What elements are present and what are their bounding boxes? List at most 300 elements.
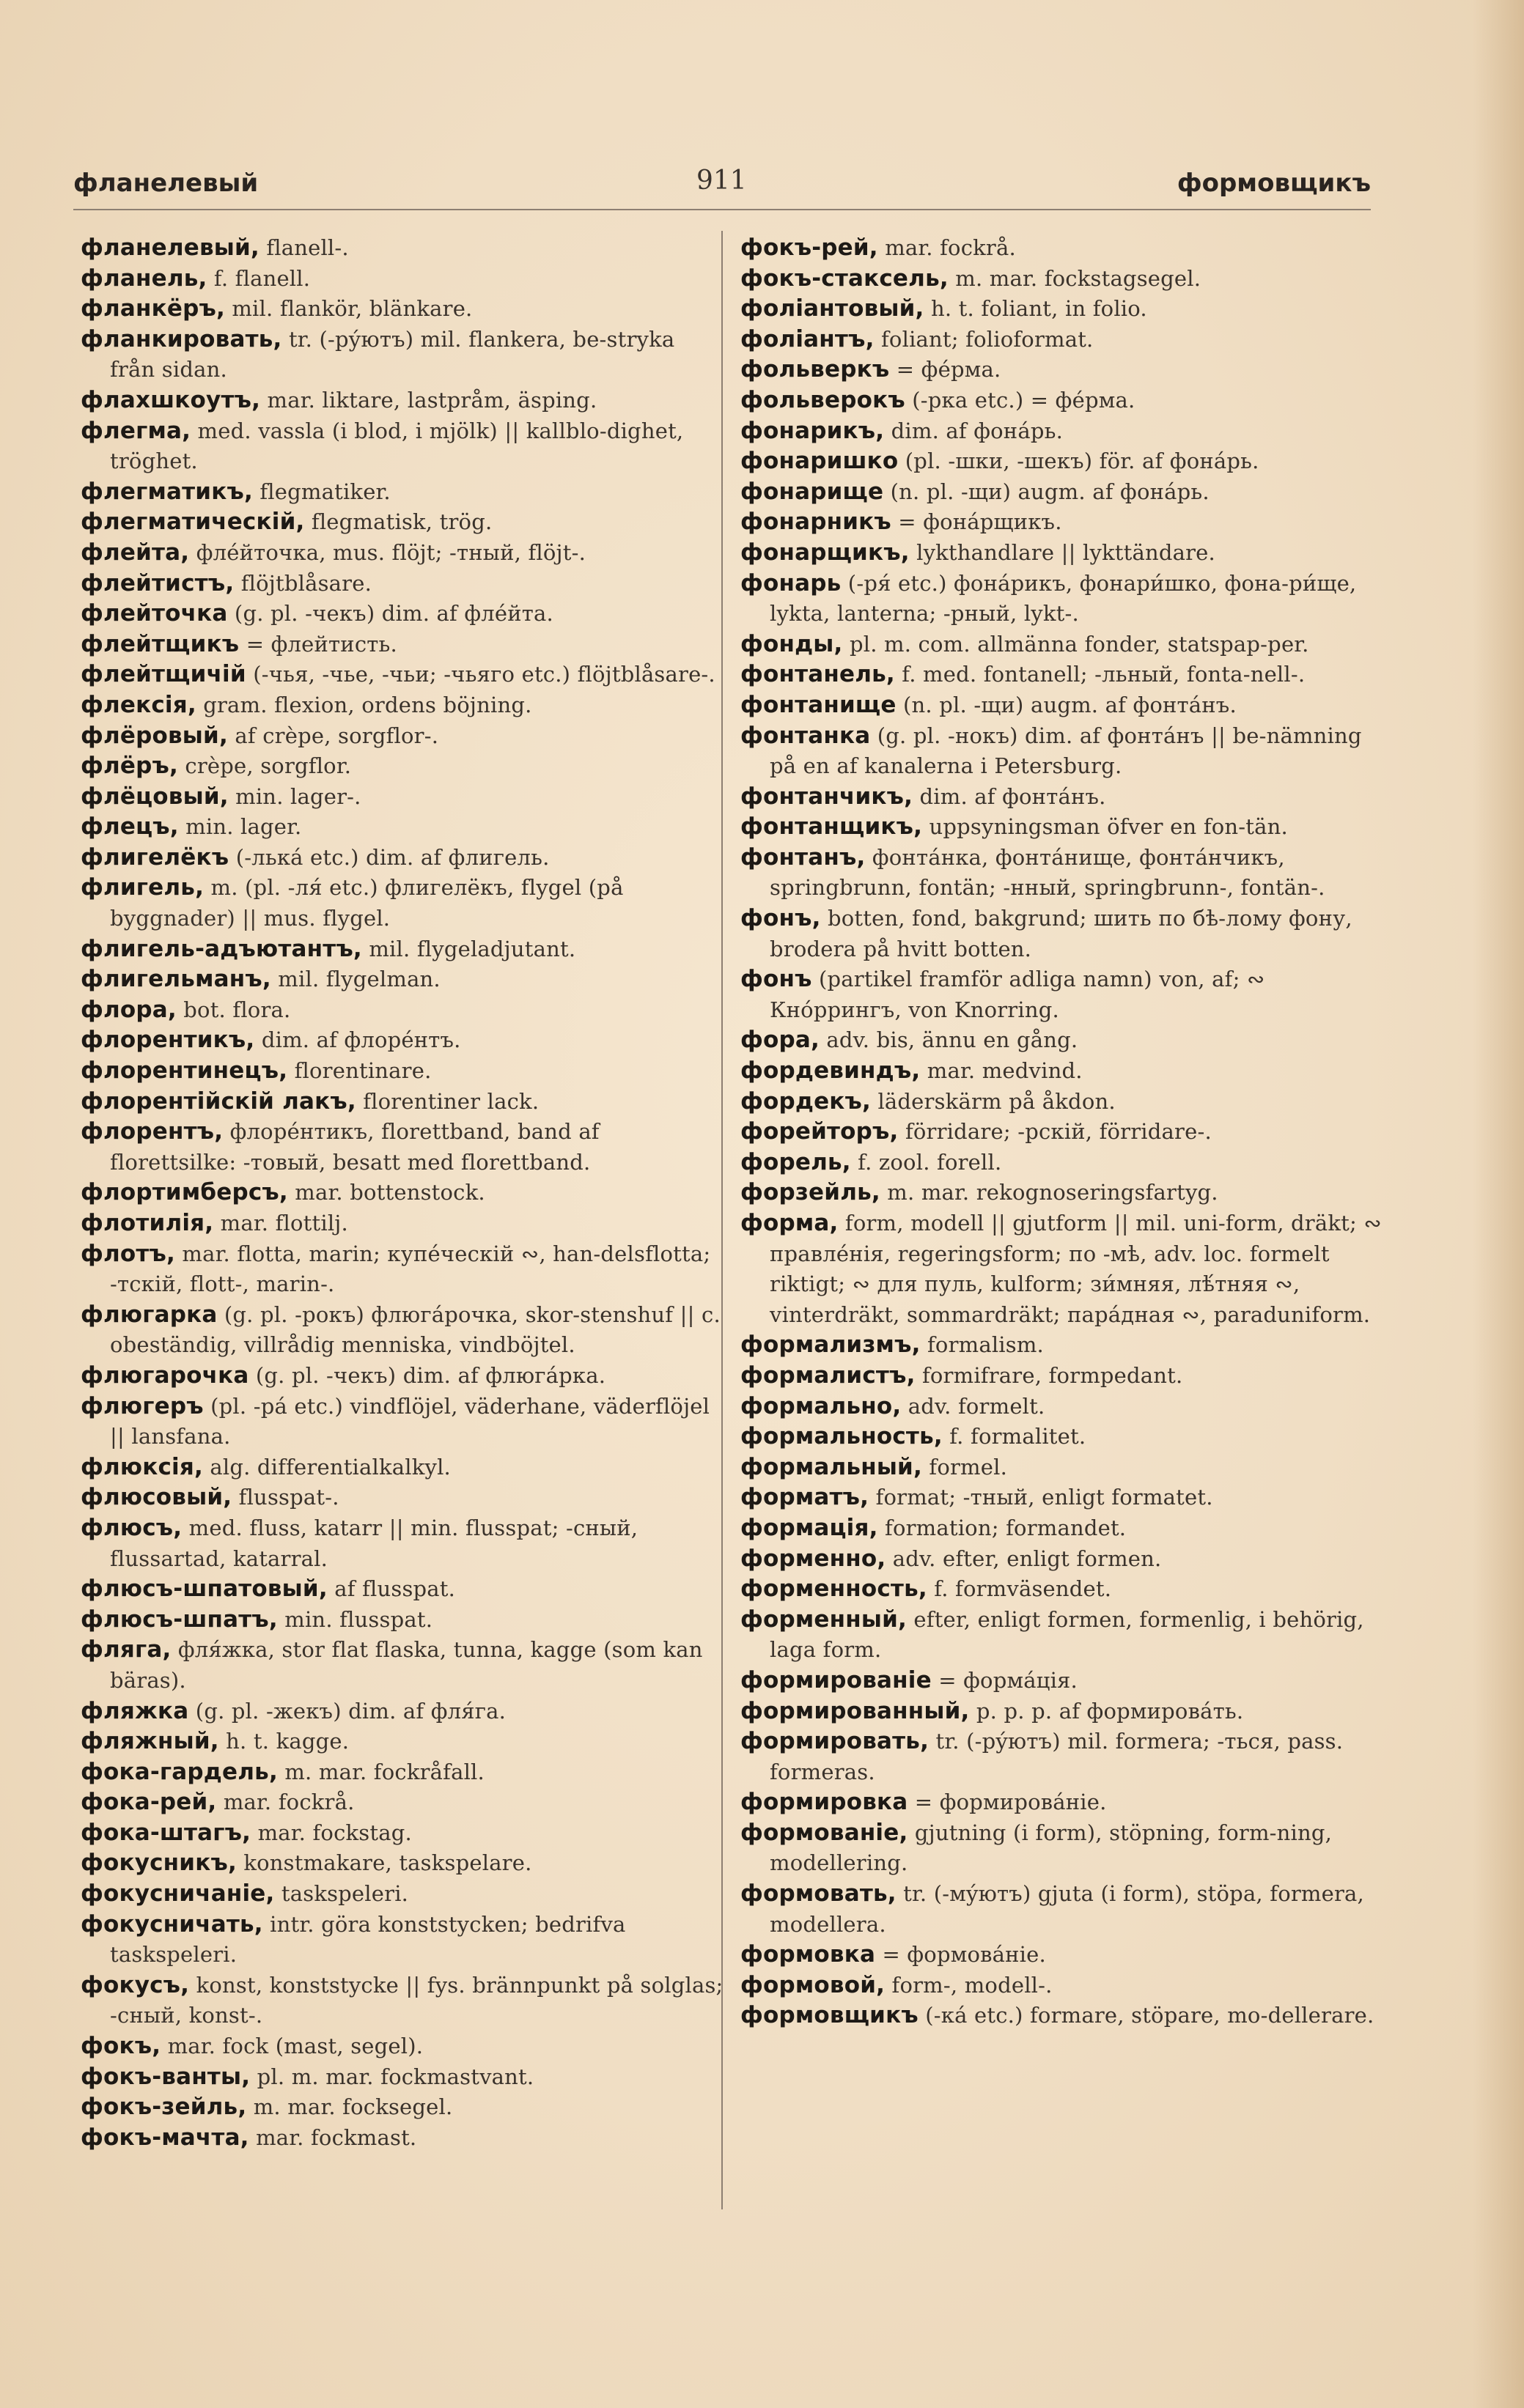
entry-headword: фонарникъ <box>740 509 891 536</box>
dictionary-entry <box>81 995 726 1026</box>
entry-headword: форзейль, <box>740 1179 880 1206</box>
dictionary-entry <box>81 1117 726 1178</box>
entry-headword: фокъ-ванты, <box>81 2063 251 2090</box>
entry-headword: формація, <box>740 1514 878 1541</box>
entry-headword: фордекъ, <box>740 1087 872 1115</box>
entry-definition: (g. pl. -чекъ) dim. af флéйта. <box>227 601 553 627</box>
entry-definition: m. mar. rekognoseringsfartyg. <box>880 1180 1218 1205</box>
entry-headword: флигельманъ, <box>81 966 271 993</box>
entry-definition: mar. fock (mast, segel). <box>161 2034 424 2059</box>
entry-definition: dim. af флорéнтъ. <box>254 1027 461 1053</box>
dictionary-entry <box>740 1361 1385 1392</box>
entry-headword: фляжный, <box>81 1728 219 1755</box>
entry-headword: флейтщичій <box>81 661 246 688</box>
entry-definition: mil. flygelman. <box>270 967 441 992</box>
entry-definition: min. flusspat. <box>277 1606 433 1632</box>
entry-headword: флотъ, <box>81 1240 175 1267</box>
entry-headword: фокусничать, <box>81 1910 263 1938</box>
dictionary-entry <box>740 1971 1385 2001</box>
entry-headword: формально, <box>740 1392 902 1419</box>
entry-headword: формовщикъ <box>740 2002 919 2029</box>
entry-headword: фонаришко <box>740 448 899 475</box>
entry-definition: f. formalitet. <box>942 1424 1086 1449</box>
entry-headword: формированный, <box>740 1697 970 1724</box>
entry-definition: adv. bis, ännu en gång. <box>819 1027 1078 1053</box>
entry-headword: флюсъ, <box>81 1514 183 1541</box>
entry-headword: фонъ, <box>740 905 821 932</box>
entry-headword: фордевиндъ, <box>740 1057 921 1085</box>
entry-headword: формализмъ, <box>740 1332 921 1359</box>
entry-headword: фонарь <box>740 569 842 597</box>
entry-definition: format; -тный, enligt formatet. <box>869 1485 1213 1510</box>
dictionary-entry <box>740 1056 1385 1087</box>
entry-headword: флахшкоутъ, <box>81 386 261 413</box>
dictionary-entry <box>81 1087 726 1118</box>
dictionary-entry <box>740 1544 1385 1575</box>
entry-headword: флёцовый, <box>81 783 229 810</box>
entry-definition: läderskärm på åkdon. <box>871 1088 1116 1114</box>
header-left-guideword: фланелевый <box>73 169 259 198</box>
dictionary-entry <box>81 477 726 508</box>
dictionary-entry <box>740 538 1385 569</box>
dictionary-entry <box>740 1879 1385 1940</box>
entry-headword: фляжка <box>81 1697 189 1724</box>
entry-definition: adv. efter, enligt formen. <box>886 1545 1162 1571</box>
dictionary-entry <box>81 1482 726 1513</box>
dictionary-entry <box>740 1696 1385 1727</box>
entry-definition: f. med. fontanell; -льный, fonta-nell-. <box>894 662 1306 687</box>
dictionary-entry <box>740 690 1385 721</box>
entry-headword: флотилія, <box>81 1210 214 1236</box>
entry-headword: фонтанщикъ, <box>740 813 923 841</box>
entry-definition: (-кá etc.) formare, stöpare, mo-dellerare. <box>918 2003 1374 2028</box>
entry-definition: флéйточка, mus. flöjt; -тный, flöjt-. <box>189 539 586 565</box>
dictionary-entry <box>740 1117 1385 1148</box>
entry-headword: формалистъ, <box>740 1362 916 1389</box>
entry-headword: фляга, <box>81 1636 172 1663</box>
dictionary-entry <box>740 1605 1385 1666</box>
dictionary-entry <box>81 233 726 264</box>
entry-definition: (n. pl. -щи) augm. af фонáрь. <box>883 479 1210 504</box>
dictionary-entry <box>740 782 1385 813</box>
dictionary-entry <box>81 1818 726 1849</box>
entry-definition: m. mar. fockråfall. <box>277 1759 485 1784</box>
dictionary-entry <box>740 1178 1385 1208</box>
entry-headword: флейтистъ, <box>81 569 235 597</box>
dictionary-entry <box>740 569 1385 629</box>
page-header <box>73 163 1371 207</box>
entry-definition: form-, modell-. <box>885 1972 1053 1998</box>
entry-definition: konst, konststycke || fys. brännpunkt på solglas; -сный, konst-. <box>110 1972 724 2028</box>
entry-headword: флецъ, <box>81 813 179 841</box>
entry-definition: formifrare, formpedant. <box>915 1362 1183 1388</box>
dictionary-entry <box>740 1666 1385 1696</box>
entry-definition: formel. <box>921 1454 1007 1480</box>
entry-headword: формировка <box>740 1789 908 1816</box>
dictionary-entry <box>81 1452 726 1483</box>
entry-definition: (g. pl. -чекъ) dim. af флюгáрка. <box>249 1362 606 1388</box>
entry-headword: флейточка <box>81 600 228 627</box>
entry-definition: = флейтисть. <box>239 631 397 657</box>
entry-definition: mar. bottenstock. <box>287 1180 485 1205</box>
entry-headword: форейторъ, <box>740 1118 899 1145</box>
entry-definition: med. fluss, katarr || min. flusspat; -сный, flussartad, katarral. <box>110 1515 638 1571</box>
entry-definition: crèpe, sorgflor. <box>177 753 352 779</box>
entry-headword: фокъ-зейль, <box>81 2094 247 2121</box>
dictionary-entry <box>81 1910 726 1971</box>
entry-headword: формировать, <box>740 1728 930 1755</box>
dictionary-entry <box>81 1787 726 1818</box>
dictionary-entry <box>81 812 726 843</box>
header-rule <box>73 209 1371 210</box>
entry-headword: флюсъ-шпатовый, <box>81 1576 328 1603</box>
dictionary-entry <box>740 1148 1385 1178</box>
dictionary-entry <box>740 843 1385 904</box>
dictionary-entry <box>81 1635 726 1696</box>
entry-definition: flusspat-. <box>232 1485 339 1510</box>
entry-definition: = формáція. <box>931 1667 1078 1693</box>
dictionary-entry <box>81 934 726 965</box>
entry-definition: фонтáнка, фонтáнище, фонтáнчикъ, springbrunn, fontän; -нный, springbrunn-, fontän-. <box>770 844 1325 901</box>
entry-headword: форменность, <box>740 1576 927 1603</box>
entry-headword: флорентійскій лакъ, <box>81 1087 356 1115</box>
entry-headword: форматъ, <box>740 1484 869 1511</box>
entry-definition: flanell-. <box>259 235 349 260</box>
dictionary-entry <box>740 660 1385 690</box>
entry-headword: флигелёкъ <box>81 843 229 871</box>
entry-headword: флейта, <box>81 539 190 566</box>
entry-definition: alg. differentialkalkyl. <box>202 1454 451 1480</box>
entry-headword: фоліантъ, <box>740 325 875 352</box>
entry-headword: флигель-адъютантъ, <box>81 935 362 962</box>
entry-headword: флюгарка <box>81 1301 218 1328</box>
dictionary-entry <box>740 721 1385 782</box>
entry-definition: lykthandlare || lykttändare. <box>909 539 1215 565</box>
entry-headword: флюсъ-шпатъ, <box>81 1606 278 1633</box>
dictionary-entry <box>740 233 1385 264</box>
dictionary-entry <box>740 964 1385 1025</box>
dictionary-entry <box>740 385 1385 416</box>
entry-definition: intr. göra konststycken; bedrifva taskspeleri. <box>110 1911 626 1968</box>
entry-headword: флюсовый, <box>81 1484 232 1511</box>
dictionary-entry <box>740 904 1385 964</box>
entry-headword: фокусникъ, <box>81 1850 237 1877</box>
entry-definition: mar. flotta, marin; купéческій ∾, han-delsflotta; -тскій, flott-, marin-. <box>110 1241 711 1297</box>
entry-headword: флейтщикъ <box>81 630 240 657</box>
entry-headword: формовка <box>740 1941 876 1968</box>
entry-headword: фонды, <box>740 630 843 657</box>
dictionary-entry <box>740 1330 1385 1361</box>
entry-headword: форель, <box>740 1148 851 1175</box>
entry-definition: флорéнтикъ, florettband, band af florettsilke: -товый, besatt med florettband. <box>110 1119 600 1175</box>
entry-headword: флорентинецъ, <box>81 1057 288 1085</box>
dictionary-entry <box>740 1818 1385 1879</box>
entry-definition: bot. flora. <box>176 997 291 1022</box>
entry-headword: фонтанчикъ, <box>740 783 913 810</box>
dictionary-entry <box>81 1879 726 1910</box>
entry-headword: флортимберсъ, <box>81 1179 288 1206</box>
dictionary-entry <box>81 2123 726 2154</box>
entry-definition: förridare; -рскій, förridare-. <box>898 1119 1212 1145</box>
entry-headword: фольверокъ <box>740 386 905 413</box>
entry-definition: f. formväsendet. <box>927 1576 1112 1602</box>
entry-definition: mil. flankör, blänkare. <box>224 296 473 322</box>
dictionary-entry <box>81 1300 726 1361</box>
dictionary-entry <box>740 1787 1385 1818</box>
dictionary-entry <box>81 569 726 599</box>
dictionary-entry <box>81 385 726 416</box>
entry-headword: флюгеръ <box>81 1392 204 1419</box>
dictionary-entry <box>740 2001 1385 2031</box>
entry-definition: dim. af фонтáнъ. <box>913 783 1106 809</box>
entry-headword: флексія, <box>81 691 196 718</box>
dictionary-entry <box>81 873 726 934</box>
page-number: 911 <box>696 166 747 196</box>
dictionary-entry <box>81 629 726 660</box>
entry-definition: h. t. kagge. <box>218 1729 350 1754</box>
dictionary-entry <box>81 660 726 690</box>
entry-headword: фокъ, <box>81 2033 161 2060</box>
left-column <box>81 233 726 2153</box>
dictionary-entry <box>740 1392 1385 1422</box>
dictionary-entry <box>81 2092 726 2123</box>
header-right-guideword: формовщикъ <box>1177 169 1371 198</box>
dictionary-entry <box>81 1392 726 1452</box>
dictionary-entry <box>81 1208 726 1239</box>
dictionary-entry <box>740 1452 1385 1483</box>
entry-definition: flegmatiker. <box>252 479 391 504</box>
entry-headword: фокъ-стаксель, <box>740 265 949 292</box>
entry-definition: (pl. -pá etc.) vindflöjel, väderhane, väderflöjel || lansfana. <box>110 1393 710 1449</box>
entry-definition: tr. (-мýютъ) gjuta (i form), stöpa, formera, modellera. <box>770 1881 1364 1937</box>
dictionary-entry <box>740 629 1385 660</box>
entry-definition: mil. flygeladjutant. <box>361 936 576 961</box>
entry-definition: (-ря́ etc.) фонáрикъ, фонари́шко, фона-ри́ще, lykta, lanterna; -рный, lykt-. <box>770 570 1357 627</box>
entry-headword: фокъ-мачта, <box>81 2124 249 2151</box>
entry-definition: p. p. p. af формировáть. <box>969 1698 1244 1724</box>
entry-headword: фонтанъ, <box>740 843 866 871</box>
dictionary-entry <box>81 294 726 325</box>
page-edge-shadow <box>1473 0 1524 2408</box>
entry-definition: taskspeleri. <box>274 1881 409 1907</box>
entry-definition: m. mar. fockstagsegel. <box>948 265 1201 291</box>
entry-definition: = фéрма. <box>889 357 1001 383</box>
dictionary-entry <box>81 507 726 538</box>
entry-headword: фоліантовый, <box>740 295 924 322</box>
entry-definition: gjutning (i form), stöpning, form-ning, modellering. <box>770 1820 1333 1876</box>
entry-definition: f. flanell. <box>207 265 311 291</box>
entry-headword: формированіе <box>740 1666 932 1694</box>
entry-definition: m. (pl. -ля́ etc.) флигелёкъ, flygel (på byggnader) || mus. flygel. <box>110 875 624 931</box>
entry-definition: tr. (-рýютъ) mil. flankera, be-stryka från sidan. <box>110 326 675 383</box>
dictionary-entry <box>81 1726 726 1757</box>
dictionary-entry <box>81 721 726 752</box>
dictionary-entry <box>740 812 1385 843</box>
entry-headword: форма, <box>740 1210 839 1236</box>
entry-headword: флёровый, <box>81 722 228 749</box>
dictionary-entry <box>81 1178 726 1208</box>
dictionary-entry <box>740 1208 1385 1330</box>
dictionary-entry <box>740 416 1385 447</box>
entry-headword: фольверкъ <box>740 356 890 383</box>
dictionary-entry <box>81 782 726 813</box>
entry-definition: (-лькá etc.) dim. af флигель. <box>229 844 550 870</box>
entry-definition: (g. pl. -рокъ) флюгáрочка, skor-stenshuf || c. obeständig, villrådig menniska, vindböjtel. <box>110 1301 721 1358</box>
entry-headword: фланелевый, <box>81 234 259 261</box>
entry-headword: флюгарочка <box>81 1362 249 1389</box>
dictionary-entry <box>740 1422 1385 1452</box>
entry-definition: adv. formelt. <box>901 1393 1045 1419</box>
entry-headword: фокусничаніе, <box>81 1880 275 1907</box>
entry-definition: (g. pl. -жекъ) dim. af фля́га. <box>188 1698 507 1724</box>
entry-definition: florentinare. <box>287 1058 432 1084</box>
entry-headword: формовать, <box>740 1880 897 1907</box>
entry-headword: фора, <box>740 1027 820 1054</box>
entry-definition: uppsyningsman öfver en fon-tän. <box>922 814 1288 840</box>
entry-definition: = формовáніе. <box>875 1942 1046 1968</box>
entry-definition: mar. fockstag. <box>251 1820 412 1845</box>
entry-headword: фонтанель, <box>740 661 895 688</box>
dictionary-entry <box>81 1757 726 1788</box>
dictionary-entry <box>81 325 726 385</box>
dictionary-entry <box>81 1848 726 1879</box>
dictionary-entry <box>740 1726 1385 1787</box>
dictionary-entry <box>740 294 1385 325</box>
entry-headword: фока-рей, <box>81 1789 217 1816</box>
dictionary-entry <box>81 1239 726 1300</box>
entry-definition: фля́жка, stor flat flaska, tunna, kagge (som kan bäras). <box>110 1637 703 1693</box>
entry-headword: фонарище <box>740 478 884 505</box>
dictionary-entry <box>81 264 726 295</box>
dictionary-entry <box>81 751 726 782</box>
dictionary-entry <box>81 964 726 995</box>
entry-headword: формальный, <box>740 1453 922 1480</box>
entry-definition: pl. m. com. allmänna fonder, statspap-per. <box>842 631 1309 657</box>
entry-headword: фонарикъ, <box>740 417 885 444</box>
entry-definition: (partikel framför adliga namn) von, af; ∾ Кнóррингъ, von Knorring. <box>770 967 1265 1022</box>
entry-headword: флигель, <box>81 874 205 901</box>
entry-definition: flöjtblåsare. <box>234 570 372 596</box>
entry-definition: mar. liktare, lastpråm, äsping. <box>260 387 597 413</box>
dictionary-entry <box>81 1696 726 1727</box>
dictionary-entry <box>740 1025 1385 1056</box>
entry-definition: pl. m. mar. fockmastvant. <box>250 2064 534 2089</box>
dictionary-entry <box>81 1605 726 1636</box>
dictionary-entry <box>740 355 1385 385</box>
entry-definition: gram. flexion, ordens böjning. <box>196 692 532 717</box>
entry-headword: фонтанка <box>740 722 871 749</box>
entry-definition: f. zool. forell. <box>850 1149 1002 1175</box>
entry-definition: foliant; folioformat. <box>874 326 1094 352</box>
entry-definition: flegmatisk, trög. <box>304 509 493 535</box>
entry-headword: фланкёръ, <box>81 295 225 322</box>
entry-headword: фокъ-рей, <box>740 234 878 261</box>
entry-definition: h. t. foliant, in folio. <box>924 296 1147 322</box>
entry-definition: af flusspat. <box>327 1576 456 1602</box>
dictionary-entry <box>81 1513 726 1574</box>
right-column <box>740 233 1385 2031</box>
entry-headword: фока-гардель, <box>81 1758 278 1785</box>
entry-headword: фонарщикъ, <box>740 539 910 566</box>
dictionary-entry <box>740 1087 1385 1118</box>
dictionary-entry <box>740 1574 1385 1605</box>
entry-definition: (-рка etc.) = фéрма. <box>905 387 1135 413</box>
dictionary-entry <box>740 507 1385 538</box>
entry-definition: formation; formandet. <box>877 1515 1127 1540</box>
entry-headword: фланкировать, <box>81 325 282 352</box>
dictionary-entry <box>81 1361 726 1392</box>
entry-headword: фонъ <box>740 966 812 993</box>
entry-headword: формовой, <box>740 1971 886 1998</box>
dictionary-entry <box>740 446 1385 477</box>
entry-headword: формованіе, <box>740 1819 908 1846</box>
entry-headword: флегма, <box>81 417 191 444</box>
entry-headword: формальность, <box>740 1423 943 1450</box>
entry-definition: form, modell || gjutform || mil. uni-form, dräkt; ∾ правлéнія, regeringsform; по -мѣ, adv. loc. formelt riktigt; ∾ для пуль, kulform; зи́мняя, лѣ́тняя ∾, vinterdräkt, sommardräkt; парáдная ∾, paraduniform. <box>770 1211 1382 1327</box>
entry-headword: флорентикъ, <box>81 1027 255 1054</box>
entry-definition: (pl. -шки, -шекъ) för. af фонáрь. <box>898 448 1259 474</box>
entry-headword: фланель, <box>81 265 207 292</box>
entry-definition: tr. (-рýютъ) mil. formera; -ться, pass. formeras. <box>770 1729 1344 1784</box>
entry-headword: флора, <box>81 996 177 1023</box>
entry-definition: mar. fockmast. <box>249 2124 417 2150</box>
dictionary-entry <box>81 2031 726 2062</box>
entry-definition: efter, enligt formen, formenlig, i behörig, laga form. <box>770 1606 1364 1663</box>
entry-definition: min. lager. <box>178 814 302 840</box>
entry-definition: (g. pl. -нокъ) dim. af фонтáнъ || be-nämning på en af kanalerna i Petersburg. <box>770 723 1362 779</box>
dictionary-entry <box>740 1940 1385 1971</box>
entry-definition: mar. flottilj. <box>213 1211 348 1236</box>
dictionary-entry <box>740 1482 1385 1513</box>
entry-headword: флегматикъ, <box>81 478 253 505</box>
dictionary-entry <box>81 2062 726 2093</box>
entry-definition: min. lager-. <box>228 783 361 809</box>
entry-headword: фонтанище <box>740 691 897 718</box>
entry-headword: форменно, <box>740 1545 886 1572</box>
dictionary-entry <box>81 599 726 629</box>
entry-definition: botten, fond, bakgrund; шить по бѣ-лому фону, brodera på hvitt botten. <box>770 906 1352 961</box>
dictionary-entry <box>81 538 726 569</box>
dictionary-entry <box>81 416 726 477</box>
dictionary-entry <box>81 1056 726 1087</box>
dictionary-entry <box>81 1971 726 2031</box>
dictionary-entry <box>81 843 726 874</box>
dictionary-entry <box>740 264 1385 295</box>
dictionary-entry <box>740 325 1385 355</box>
entry-headword: флорентъ, <box>81 1118 224 1145</box>
entry-definition: = фонáрщикъ. <box>891 509 1062 535</box>
entry-definition: (n. pl. -щи) augm. af фонтáнъ. <box>896 692 1237 717</box>
entry-definition: florentiner lack. <box>356 1088 540 1114</box>
entry-definition: = формировáніе. <box>908 1790 1107 1815</box>
entry-definition: m. mar. focksegel. <box>246 2094 453 2120</box>
entry-headword: флюксія, <box>81 1453 203 1480</box>
dictionary-entry <box>81 1025 726 1056</box>
entry-definition: (-чья, -чье, -чьи; -чьяго etc.) flöjtblåsare-. <box>246 662 715 687</box>
entry-definition: af crèpe, sorgflor-. <box>227 723 439 748</box>
entry-definition: dim. af фонáрь. <box>884 418 1063 443</box>
dictionary-entry <box>81 690 726 721</box>
entry-definition: med. vassla (i blod, i mjölk) || kallblo-dighet, tröghet. <box>110 418 684 474</box>
entry-definition: konstmakare, taskspelare. <box>236 1850 532 1876</box>
entry-headword: фокусъ, <box>81 1971 190 1998</box>
entry-definition: formalism. <box>920 1332 1044 1358</box>
entry-headword: фока-штагъ, <box>81 1819 251 1846</box>
entry-headword: форменный, <box>740 1606 907 1633</box>
dictionary-entry <box>81 1574 726 1605</box>
dictionary-entry <box>740 1513 1385 1544</box>
entry-definition: mar. fockrå. <box>216 1790 355 1815</box>
